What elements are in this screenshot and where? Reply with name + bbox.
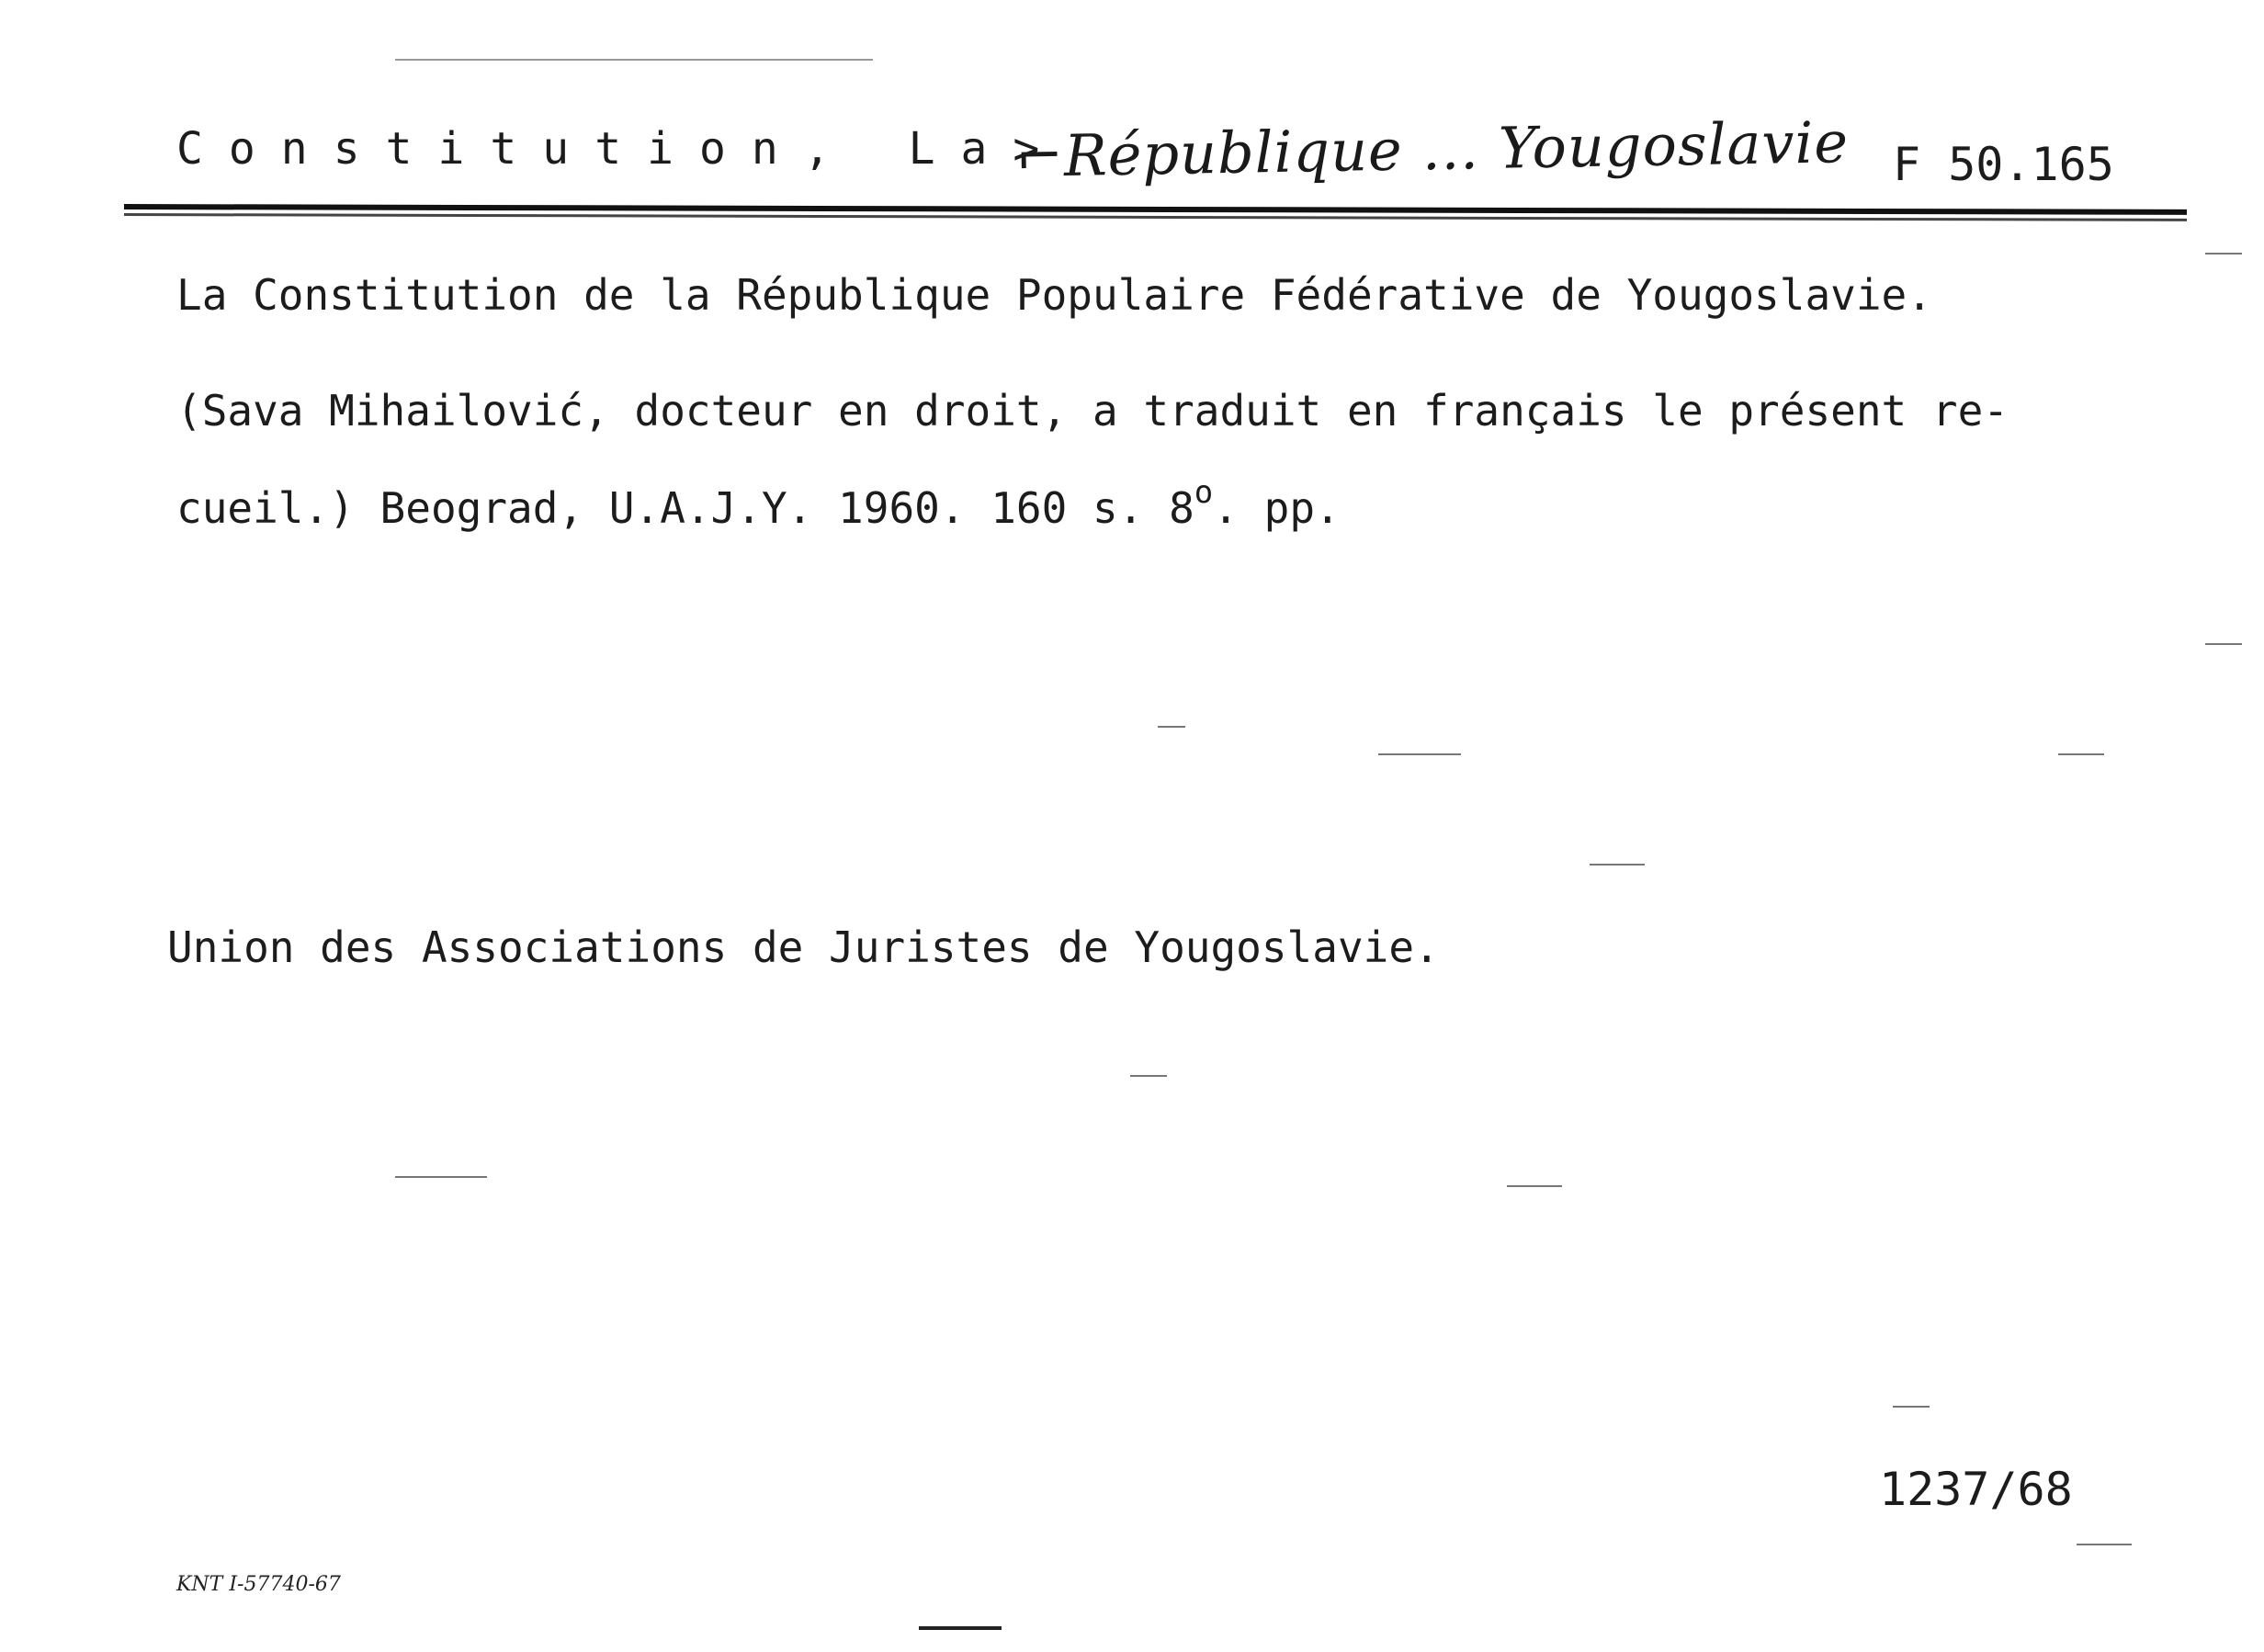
translator-line: (Sava Mihailović, docteur en droit, a traduit en français le présent re- bbox=[176, 386, 2009, 436]
scan-speck bbox=[2058, 753, 2104, 755]
scan-mark bbox=[919, 1626, 1002, 1630]
scan-speck bbox=[1590, 864, 1645, 866]
format-superscript: o bbox=[1194, 474, 1214, 511]
scan-speck bbox=[395, 59, 873, 61]
imprint-tail: . pp. bbox=[1213, 483, 1341, 533]
scan-speck bbox=[1893, 1406, 1930, 1408]
scan-speck bbox=[1507, 1185, 1562, 1187]
call-number: F 50.165 bbox=[1893, 138, 2114, 191]
scan-speck bbox=[1158, 726, 1185, 728]
card-heading: Constitution, La> bbox=[176, 123, 1066, 175]
scan-speck bbox=[2077, 1544, 2132, 1545]
scan-speck bbox=[2205, 253, 2242, 255]
scan-speck bbox=[1130, 1075, 1167, 1077]
corporate-author-line: Union des Associations de Juristes de Yougoslavie. bbox=[167, 922, 1440, 972]
title-line: La Constitution de la République Populaire Fédérative de Yougoslavie. bbox=[176, 270, 1932, 320]
scan-speck bbox=[1378, 753, 1461, 755]
scan-speck bbox=[2205, 643, 2242, 645]
imprint-text: cueil.) Beograd, U.A.J.Y. 1960. 160 s. 8 bbox=[176, 483, 1194, 533]
imprint-line bbox=[176, 474, 1341, 533]
accession-number: 1237/68 bbox=[1879, 1463, 2073, 1516]
printer-code: KNT I-57740-67 bbox=[176, 1573, 341, 1596]
scan-speck bbox=[395, 1176, 487, 1178]
heading-rule-shadow bbox=[124, 213, 2187, 221]
handwritten-subject-note: ⌐République … Yougoslavie bbox=[1014, 108, 1850, 190]
